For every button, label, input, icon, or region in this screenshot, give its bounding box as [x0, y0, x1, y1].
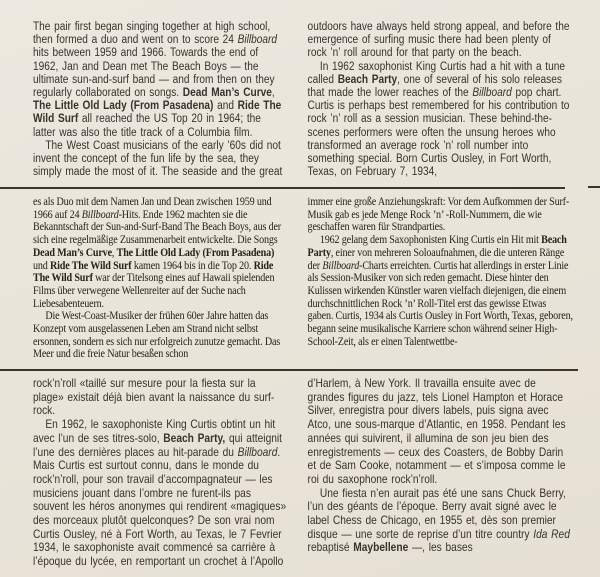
text-run: En 1962, le saxophoniste King Curtis obtint un hit avec l’un de ses titres-solo, [33, 418, 276, 445]
text-run: Ride The Wild Surf [33, 259, 274, 285]
section-divider-top [0, 187, 565, 189]
text-run: outdoors have always held strong appeal, and before the emergence of surfing music there had been plenty of rock ’n’ roll around for that party on the beach. [307, 21, 570, 60]
text-run: pop chart. Curtis is perhaps best remembered for his contribution to rock ’n’ roll as a session musician. These behind-the-scenes performers were often the unsung heroes who transformed an average rock ’n’ roll number into something special. Born Curtis Ousley, in Fort Worth, Texas, on February 7, 1934, [307, 87, 570, 179]
english-section [33, 21, 573, 187]
text-run: und [33, 259, 51, 272]
text-run: hits between 1959 and 1966. Towards the end of 1962, Jan and Dean met The Beach Boys — the ultimate sun-and-surf band — and from then on they regularly collaborated on songs. [33, 47, 275, 100]
text-run: Beach Party [307, 234, 567, 259]
text-run: The pair first began singing together at high school, then formed a duo and went on to score 24 [33, 21, 271, 47]
section-divider-top-dash [588, 186, 600, 188]
text-run: Billboard [237, 445, 278, 459]
section-divider-bottom [0, 369, 578, 371]
german-section [33, 196, 573, 368]
text-run: Ride The Wild Surf [50, 259, 132, 272]
text-run: Die West-Coast-Musiker der frühen 60er Jahre hatten das Konzept vom ausgelassenen Leben am Strand nicht selbst ersonnen, sondern es sich nur erfolgreich zunutze gemacht. Das Meer und die freie Natur besaßen schon [33, 310, 281, 361]
english-right-column [308, 21, 574, 187]
text-run: Dead Man’s Curve [33, 246, 112, 259]
german-right-column [308, 196, 574, 368]
english-left-column [33, 21, 286, 187]
french-left-column [33, 377, 286, 577]
text-run: Ride The Wild Surf [33, 100, 282, 126]
text-run: , one of several of his solo releases that made the lower reaches of the [307, 73, 562, 100]
text-run: 1962 gelang dem Saxophonisten King Curtis ein Hit mit [319, 234, 542, 247]
text-run: es als Duo mit dem Namen Jan und Dean zwischen 1959 und 1966 auf 24 [33, 196, 272, 221]
text-run: Billboard [81, 208, 119, 221]
text-run: qui atteignit l’une des dernières places au hit-parade du [33, 431, 283, 459]
text-run: -Hits. Ende 1962 machten sie die Bekanntschaft der Sun-and-Surf-Band The Beach Boys, aus der sich eine regelmäßige Zusammenarbeit entwickelte. Die Songs [33, 208, 281, 247]
text-run: rebaptisé [307, 541, 354, 555]
text-run: —, les bases [408, 541, 473, 555]
text-run: Beach Party [337, 73, 398, 86]
text-run: Billboard [237, 34, 277, 47]
french-section [33, 377, 573, 577]
text-run: The Little Old Lady (From Pasadena) [116, 246, 275, 259]
text-run: Beach Party, [163, 431, 226, 445]
french-right-column [308, 377, 574, 577]
text-run: The West Coast musicians of the early ’60s did not invent the concept of the fun life by the sea, they simply made the most of it. The seaside and the great [33, 139, 283, 179]
text-run: , [271, 87, 275, 100]
text-run: Maybellene [353, 541, 409, 555]
text-run: Dead Man’s Curve [182, 87, 272, 100]
text-run: immer eine große Anziehungskraft: Vor dem Aufkommen der Surf-Musik gab es jede Menge Rock ’n’ -Roll-Nummern, die wie geschaffen waren für Strandparties. [307, 196, 570, 234]
text-run: war der Titelsong eines auf Hawaii spielenden Films über verwegene Wellenreiter auf der Suche nach Liebesabenteuern. [33, 272, 275, 310]
text-run: -Charts erreichten. Curtis hat allerdings in erster Linie als Session-Musiker von sich reden gemacht. Diese hinter den Kulissen wirkenden Künstler waren vielfach diejenigen, die einem durchschnittlichen Rock ’n’ Roll-Titel erst das gewisse Etwas gaben. Curtis, 1934 als Curtis Ousley in Fort Worth, Texas, geboren, begann seine musikalische Karriere schon während seiner High-School-Zeit, als er einen Talentwettbe- [307, 259, 573, 348]
text-run: all reached the US Top 20 in 1964; the latter was also the title track of a Columbia film. [33, 113, 261, 139]
text-run: Billboard [472, 87, 512, 100]
german-left-column [33, 196, 286, 368]
text-run: kamen 1964 bis in die Top 20. [131, 259, 254, 272]
text-run: In 1962 saxophonist King Curtis had a hit with a tune called [307, 60, 565, 86]
text-run: d’Harlem, à New York. Il travailla ensuite avec de grandes figures du jazz, tels Lionel Hampton et Horace Silver, enregistra pour divers labels, puis signa avec Atco, une sous-marque d’Atlantic, en 1958. Pendant les années qui suivirent, il allumina de son jeu bien des enregistrements — ceux des Coasters, de Bobby Darin et de Sam Cooke, notamment — et s’imposa comme le roi du saxophone rock’n’roll. [307, 377, 566, 486]
text-run: Billboard [322, 259, 360, 272]
text-run: rock’n’roll «taillé sur mesure pour la fiesta sur la plage» existait déjà bien avant la naissance du surf-rock. [33, 377, 275, 418]
text-run: Ida Red [533, 527, 570, 541]
text-run: The Little Old Lady (From Pasadena) [33, 100, 214, 113]
text-run: Une fiesta n’en aurait pas été une sans Chuck Berry, l’un des géants de l’époque. Berry avait signé avec le label Chess de Chicago, en 1955 et, dès son premier disque — une sorte de reprise d’un titre country [307, 486, 566, 541]
text-run: , [111, 246, 117, 259]
text-run: . Mais Curtis est surtout connu, dans le monde du rock’n’roll, pour son travail d’accompagnateur — les musiciens jouant dans l’ombre ne furent-ils pas souvent les héros anonymes qui rendirent «magiques» des morceaux plutôt quelconques? De son vrai nom Curtis Ousley, né à Fort Worth, au Texas, le 7 Fevrier 1934, le saxophoniste avait commencé sa carrière à l’époque du lycée, en remportant un crochet à l’Apollo [33, 445, 287, 569]
text-run: , einer von mehreren Soloaufnahmen, die die unteren Ränge der [307, 246, 565, 272]
text-run: and [213, 100, 238, 113]
